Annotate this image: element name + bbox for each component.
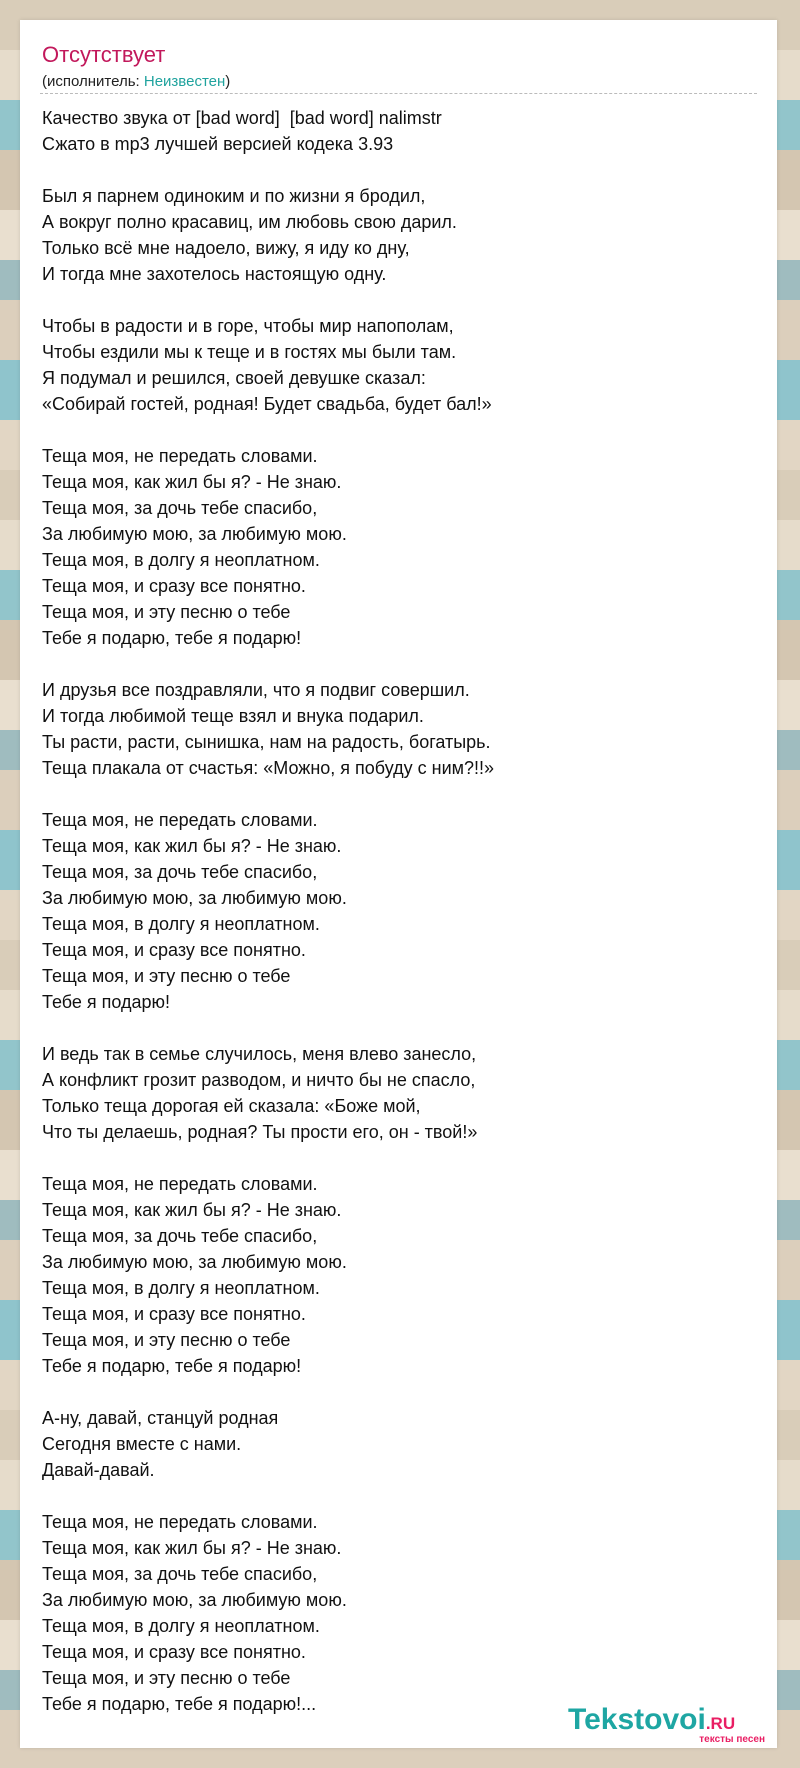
logo-tagline: тексты песен bbox=[699, 1734, 765, 1745]
artist-link[interactable]: Неизвестен bbox=[143, 73, 226, 90]
song-title: Отсутствует bbox=[42, 42, 166, 67]
logo-domain-suffix: .RU bbox=[705, 1714, 736, 1733]
title-divider bbox=[40, 93, 757, 94]
site-logo[interactable] bbox=[568, 1703, 773, 1743]
lyrics-text: Качество звука от [bad word] [bad word] nalimstr Сжато в mp3 лучшей версией кодека 3.93 Был я парнем одиноким и по жизни я бродил, А вокруг полно красавиц, им любовь свою дарил. Только всё мне надоело, вижу, я иду ко дну, И тогда мне захотелось настоящую одну. Чтобы в радости и в горе, чтобы мир напополам, Чтобы ездили мы к теще и в гостях мы были там. Я подумал и решился, своей девушке сказал: «Собирай гостей, родная! Будет свадьба, будет бал!» Теща моя, не передать словами. Теща моя, как жил бы я? - Не знаю. Теща моя, за дочь тебе спасибо, За любимую мою, за любимую мою. Теща моя, в долгу я неоплатном. Теща моя, и сразу все понятно. Теща моя, и эту песню о тебе Тебе я подарю, тебе я подарю! И друзья все поздравляли, что я подвиг совершил. И тогда любимой теще взял и внука подарил. Ты расти, расти, сынишка, нам на радость, богатырь. Теща плакала от счастья: «Можно, я побуду с ним?!!» Теща моя, не передать словами. Теща моя, как жил бы я? - Не знаю. Теща моя, за дочь тебе спасибо, За любимую мою, за любимую мою. Теща моя, в долгу я неоплатном. Теща моя, и сразу все понятно. Теща моя, и эту песню о тебе Тебе я подарю! И ведь так в семье случилось, меня влево занесло, А конфликт грозит разводом, и ничто бы не спасло, Только теща дорогая ей сказала: «Боже мой, Что ты делаешь, родная? Ты прости его, он - твой!» Теща моя, не передать словами. Теща моя, как жил бы я? - Не знаю. Теща моя, за дочь тебе спасибо, За любимую мою, за любимую мою. Теща моя, в долгу я неоплатном. Теща моя, и сразу все понятно. Теща моя, и эту песню о тебе Тебе я подарю, тебе я подарю! А-ну, давай, станцуй родная Сегодня вместе с нами. Давай-давай. Теща моя, не передать словами. Теща моя, как жил бы я? - Не знаю. Теща моя, за дочь тебе спасибо, За любимую мою, за любимую мою. Теща моя, в долгу я неоплатном. Теща моя, и сразу все понятно. Теща моя, и эту песню о тебе Тебе я подарю, тебе я подарю!... bbox=[42, 108, 495, 1714]
artist-line bbox=[42, 73, 230, 90]
artist-prefix: (исполнитель: bbox=[42, 73, 144, 90]
artist-suffix: ) bbox=[225, 73, 231, 90]
logo-main-text: Tekstovoi bbox=[568, 1703, 706, 1736]
lyrics-card bbox=[20, 20, 777, 1748]
